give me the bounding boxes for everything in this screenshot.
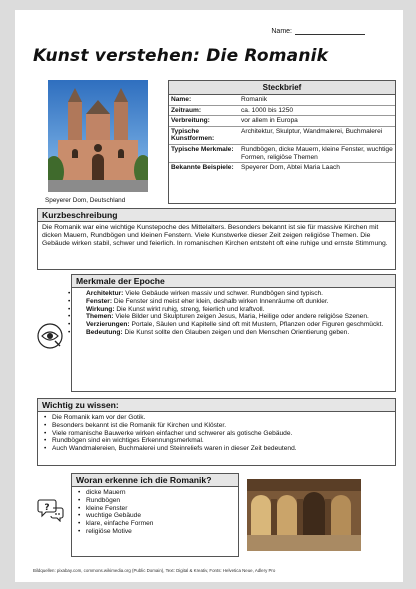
steckbrief-row xyxy=(169,106,395,117)
steckbrief-value: Architektur, Skulptur, Wandmalerei, Buchmalerei xyxy=(241,127,383,135)
steckbrief-key: Typische Kunstformen: xyxy=(171,127,215,143)
merkmal-text: Portale, Säulen und Kapitelle sind oft mit Mustern, Pflanzen oder Figuren geschmückt. xyxy=(129,321,384,329)
steckbrief-key: Name: xyxy=(171,96,192,103)
merkmal-text: Viele Gebäude wirken massiv und schwer. Rundbögen sind typisch. xyxy=(123,290,324,297)
merkmal-term: Wirkung: xyxy=(86,305,115,313)
cloister-photo xyxy=(247,479,361,551)
kurzbeschreibung-text: Die Romanik war eine wichtige Kunstepoche des Mittelalters. Besonders bekannt ist sie für massive Kirchen mit dicken Mauern, Rundbögen und kleinen Fenstern. Viele Kunstwerke dieser Zeit zeigen religiöse Themen. Die Gebäude wirken stabil, schwer und feierlich. In romanischen Kirchen entsteht oft eine ruhige und ernste Stimmung. xyxy=(42,224,388,248)
list-item: • religiöse Motive xyxy=(78,528,232,536)
steckbrief-row xyxy=(169,145,395,163)
steckbrief-key: Zeitraum: xyxy=(171,106,202,114)
merkmale-section xyxy=(71,274,396,392)
steckbrief-key: Verbreitung: xyxy=(171,117,210,125)
eye-icon xyxy=(37,323,63,349)
list-item: • Viele romanische Bauwerke wirken einfacher und schwerer als gotische Gebäude. xyxy=(44,430,389,438)
image-credits: Bildquellen: pixabay.com, commons.wikimedia.org (Public Domain), Text: Digital & Kreativ, Fonts: Helvetica Neue, Adlery Pro xyxy=(33,568,276,573)
wichtig-heading: Wichtig zu wissen: xyxy=(38,399,395,412)
list-item: • Rundbögen xyxy=(78,497,232,505)
steckbrief-heading: Steckbrief xyxy=(169,81,395,95)
list-item: • Rundbögen sind ein wichtiges Erkennungsmerkmal. xyxy=(44,437,389,445)
kurzbeschreibung-section xyxy=(37,208,396,270)
worksheet-page xyxy=(15,10,403,582)
list-item xyxy=(78,313,389,321)
list-item: • kleine Fenster xyxy=(78,505,232,513)
cathedral-illustration xyxy=(48,80,148,192)
name-label: Name: xyxy=(271,28,292,35)
steckbrief-value: Speyerer Dom, Abtei Maria Laach xyxy=(241,164,340,172)
cloister-illustration xyxy=(247,479,361,551)
list-item: • Auch Wandmalereien, Buchmalerei und Steinreliefs waren in dieser Zeit bedeutend. xyxy=(44,445,389,453)
merkmal-term: Fenster: xyxy=(86,297,113,305)
merkmal-term: Verzierungen: xyxy=(86,321,130,329)
list-item xyxy=(78,306,389,314)
question-bubble-icon xyxy=(37,496,65,522)
name-input-line[interactable] xyxy=(295,28,365,35)
steckbrief-key: Bekannte Beispiele: xyxy=(171,164,234,172)
merkmal-text: Die Kunst sollte den Glauben zeigen und den Menschen Orientierung geben. xyxy=(122,328,350,336)
steckbrief-value: ca. 1000 bis 1250 xyxy=(241,106,294,114)
steckbrief-value: vor allem in Europa xyxy=(241,117,298,125)
page-title: Kunst verstehen: Die Romanik xyxy=(33,46,329,66)
steckbrief-value: Rundbögen, dicke Mauern, kleine Fenster, wuchtige Formen, religiöse Themen xyxy=(241,145,393,161)
wichtig-list xyxy=(38,412,395,455)
list-item xyxy=(78,290,389,298)
svg-text:?: ? xyxy=(44,503,50,513)
woran-heading: Woran erkenne ich die Romanik? xyxy=(72,474,238,487)
merkmale-heading: Merkmale der Epoche xyxy=(72,275,395,288)
merkmal-term: Bedeutung: xyxy=(86,328,123,336)
steckbrief-row xyxy=(169,116,395,127)
woran-section xyxy=(71,473,239,557)
steckbrief-key: Typische Merkmale: xyxy=(171,145,234,153)
list-item: • Besonders bekannt ist die Romanik für Kirchen und Klöster. xyxy=(44,422,389,430)
steckbrief-value: Romanik xyxy=(241,96,268,103)
list-item xyxy=(78,298,389,306)
merkmal-term: Themen: xyxy=(86,313,114,321)
cathedral-photo xyxy=(48,80,148,192)
merkmale-list xyxy=(72,288,395,339)
list-item: • wuchtige Gebäude xyxy=(78,512,232,520)
photo-caption: Speyerer Dom, Deutschland xyxy=(45,197,126,204)
list-item: • klare, einfache Formen xyxy=(78,520,232,528)
steckbrief-row xyxy=(169,95,395,106)
list-item xyxy=(78,329,389,337)
list-item xyxy=(78,321,389,329)
name-field[interactable] xyxy=(271,28,365,35)
wichtig-section xyxy=(37,398,396,466)
merkmal-text: Die Fenster sind meist eher klein, deshalb wirken Innenräume oft dunkler. xyxy=(112,297,329,305)
steckbrief-row xyxy=(169,163,395,173)
merkmal-text: Die Kunst wirkt ruhig, streng, feierlich und kraftvoll. xyxy=(114,305,265,313)
steckbrief-row xyxy=(169,127,395,145)
steckbrief-table xyxy=(168,80,396,204)
list-item: • dicke Mauern xyxy=(78,489,232,497)
kurzbeschreibung-heading: Kurzbeschreibung xyxy=(38,209,395,222)
list-item: • Die Romanik kam vor der Gotik. xyxy=(44,414,389,422)
woran-list xyxy=(72,487,238,538)
merkmal-term: Architektur: xyxy=(86,290,124,297)
merkmal-text: Viele Bilder und Skulpturen zeigen Jesus, Maria, Heilige oder andere religiöse Szenen. xyxy=(113,313,369,321)
